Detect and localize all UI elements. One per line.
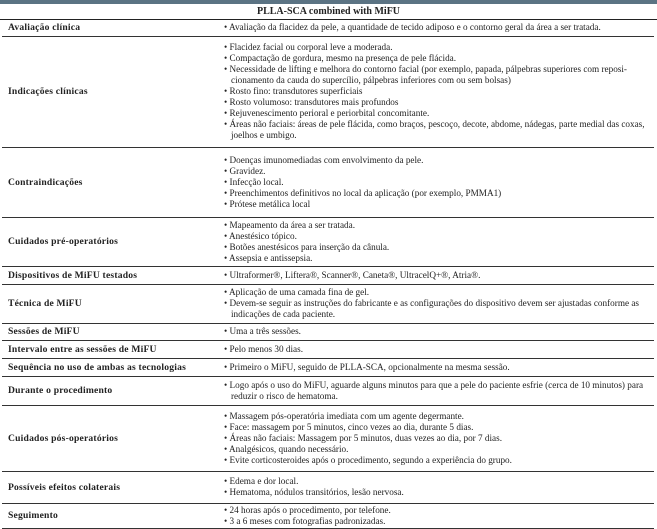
list-item: • Infecção local. [224,177,654,188]
row-label: Durante o procedimento [2,376,224,405]
table-row [2,20,654,36]
table-row [2,266,654,284]
list-item: • Primeiro o MiFU, seguido de PLLA-SCA, opcionalmente na mesma sessão. [224,362,654,373]
list-item: • Ultraformer®, Liftera®, Scanner®, Caneta®, UltracelQ+®, Atria®. [224,270,654,281]
table-row [2,340,654,358]
table-row [2,358,654,376]
row-label: Contraindicações [2,147,224,217]
row-label: Seguimento [2,503,224,528]
list-item: • Avaliação da flacidez da pele, a quantidade de tecido adiposo e o contorno geral da área a ser tratada. [224,22,654,33]
list-item: • Anestésico tópico. [224,231,654,242]
list-item: • Flacidez facial ou corporal leve a moderada. [224,42,654,53]
list-item: • Logo após o uso do MiFU, aguarde alguns minutos para que a pele do paciente esfrie (cerca de 10 minutos) para reduzir o risco de hematoma. [224,380,654,402]
list-item: • Áreas não faciais: áreas de pele flácida, como braços, pescoço, decote, abdome, nádegas, parte medial das coxas, joelhos e umbigo. [224,119,654,141]
table-title: PLLA-SCA combined with MiFU [0,4,657,20]
row-content [224,36,654,147]
row-content [224,266,654,284]
list-item: • Áreas não faciais: Massagem por 5 minutos, duas vezes ao dia, por 7 dias. [224,433,654,444]
list-item: • Rosto volumoso: transdutores mais profundos [224,97,654,108]
list-item: • Necessidade de lifting e melhora do contorno facial (por exemplo, papada, pálpebras superiores com reposi-cionamento da cauda do supercílio, pálpebras inferiores com ou sem bolsas) [224,64,654,86]
row-content [224,340,654,358]
row-label: Cuidados pós-operatórios [2,405,224,471]
list-item: • Rejuvenescimento perioral e periorbital concomitante. [224,108,654,119]
list-item: • Gravidez. [224,166,654,177]
row-label: Possíveis efeitos colaterais [2,471,224,503]
list-item: • Massagem pós-operatória imediata com um agente degermante. [224,411,654,422]
protocol-table [2,20,654,529]
table-row [2,217,654,266]
list-item: • Pelo menos 30 dias. [224,344,654,355]
list-item: • Prótese metálica local [224,199,654,210]
table-row [2,36,654,147]
list-item: • Preenchimentos definitivos no local da aplicação (por exemplo, PMMA1) [224,188,654,199]
list-item: • Mapeamento da área a ser tratada. [224,220,654,231]
table-row [2,405,654,471]
list-item: • Doenças imunomediadas com envolvimento da pele. [224,155,654,166]
list-item: • Hematoma, nódulos transitórios, lesão nervosa. [224,487,654,498]
row-content [224,323,654,340]
row-label: Intervalo entre as sessões de MiFU [2,340,224,358]
table-row [2,503,654,528]
table-row [2,376,654,405]
table-row [2,147,654,217]
row-label: Avaliação clínica [2,20,224,36]
row-label: Sessões de MiFU [2,323,224,340]
list-item: • Devem-se seguir as instruções do fabricante e as configurações do dispositivo devem ser ajustadas conforme as indicações de cada paciente. [224,298,654,320]
row-content [224,147,654,217]
row-content [224,503,654,528]
row-content [224,358,654,376]
list-item: • Face: massagem por 5 minutos, cinco vezes ao dia, durante 5 dias. [224,422,654,433]
list-item: • Evite corticosteroides após o procedimento, segundo a experiência do grupo. [224,455,654,466]
row-label: Indicações clínicas [2,36,224,147]
list-item: • Edema e dor local. [224,476,654,487]
list-item: • Botões anestésicos para inserção da cânula. [224,242,654,253]
row-label: Técnica de MiFU [2,284,224,323]
table-row [2,471,654,503]
row-label: Cuidados pré-operatórios [2,217,224,266]
list-item: • Analgésicos, quando necessário. [224,444,654,455]
list-item: • Uma a três sessões. [224,326,654,337]
list-item: • Rosto fino: transdutores superficiais [224,86,654,97]
row-content [224,284,654,323]
row-label: Dispositivos de MiFU testados [2,266,224,284]
table-row [2,284,654,323]
list-item: • Compactação de gordura, mesmo na presença de pele flácida. [224,53,654,64]
row-content [224,20,654,36]
row-content [224,376,654,405]
row-content [224,405,654,471]
list-item: • Aplicação de uma camada fina de gel. [224,287,654,298]
list-item: • 24 horas após o procedimento, por telefone. [224,505,654,516]
row-content [224,217,654,266]
row-content [224,471,654,503]
row-label: Sequência no uso de ambas as tecnologias [2,358,224,376]
table-row [2,323,654,340]
list-item: • Assepsia e antissepsia. [224,253,654,264]
list-item: • 3 a 6 meses com fotografias padronizadas. [224,516,654,527]
